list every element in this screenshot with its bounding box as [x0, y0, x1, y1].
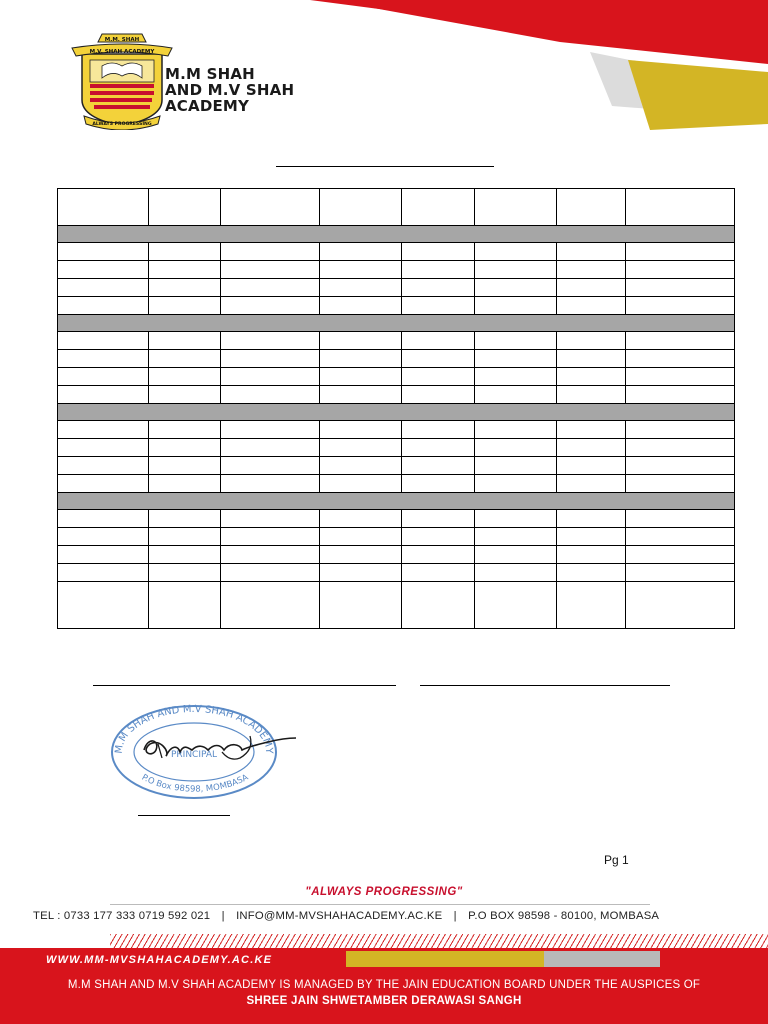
table-cell [557, 475, 626, 493]
motto-divider [110, 904, 650, 905]
table-cell [557, 510, 626, 528]
table-cell [475, 528, 557, 546]
table-row [58, 546, 735, 564]
contact-email: INFO@MM-MVSHAHACADEMY.AC.KE [236, 910, 443, 922]
table-cell [221, 189, 320, 226]
contact-line [33, 910, 659, 922]
table-cell [320, 261, 402, 279]
table-row [58, 279, 735, 297]
table-cell [149, 421, 221, 439]
table-section-cell [58, 493, 735, 510]
table-section-cell [58, 315, 735, 332]
table-cell [557, 528, 626, 546]
table-cell [149, 350, 221, 368]
footer-managed-by: M.M SHAH AND M.V SHAH ACADEMY IS MANAGED BY THE JAIN EDUCATION BOARD UNDER THE AUSPICES OF [67, 979, 701, 991]
table-cell [58, 386, 149, 404]
table-cell [475, 582, 557, 629]
table-cell [149, 243, 221, 261]
table-cell [149, 510, 221, 528]
schedule-table [57, 188, 735, 629]
table-cell [221, 279, 320, 297]
table-cell [320, 582, 402, 629]
table-cell [320, 243, 402, 261]
table-row [58, 421, 735, 439]
table-cell [58, 510, 149, 528]
table-cell [320, 510, 402, 528]
table-cell [149, 564, 221, 582]
table-cell [557, 582, 626, 629]
table-cell [149, 439, 221, 457]
table-cell [320, 528, 402, 546]
table-cell [58, 189, 149, 226]
table-cell [475, 457, 557, 475]
table-cell [320, 386, 402, 404]
table-cell [149, 528, 221, 546]
table-cell [475, 279, 557, 297]
table-cell [626, 279, 735, 297]
table-cell [221, 421, 320, 439]
table-cell [221, 368, 320, 386]
table-cell [626, 297, 735, 315]
table-cell [557, 439, 626, 457]
table-cell [58, 528, 149, 546]
table-cell [626, 582, 735, 629]
table-cell [475, 546, 557, 564]
table-cell [58, 421, 149, 439]
table-cell [557, 457, 626, 475]
table-cell [58, 243, 149, 261]
signature-line-right [420, 685, 670, 686]
table-cell [320, 457, 402, 475]
table-section-row [58, 226, 735, 243]
table-cell [320, 332, 402, 350]
table-cell [58, 279, 149, 297]
table-row [58, 457, 735, 475]
table-cell [475, 350, 557, 368]
table-cell [149, 279, 221, 297]
table-cell [475, 421, 557, 439]
table-cell [475, 332, 557, 350]
table-cell [402, 189, 475, 226]
table-cell [557, 332, 626, 350]
table-cell [402, 546, 475, 564]
table-cell [402, 439, 475, 457]
table-cell [149, 457, 221, 475]
contact-separator-2: | [453, 910, 457, 922]
table-cell [557, 546, 626, 564]
table-cell [149, 189, 221, 226]
table-cell [149, 546, 221, 564]
table-cell [402, 475, 475, 493]
table-cell [557, 421, 626, 439]
table-cell [402, 297, 475, 315]
table-cell [475, 475, 557, 493]
table-section-cell [58, 226, 735, 243]
table-cell [58, 546, 149, 564]
contact-separator-1: | [221, 910, 225, 922]
table-cell [58, 564, 149, 582]
official-stamp [100, 700, 310, 805]
table-cell [475, 439, 557, 457]
table-cell [58, 582, 149, 629]
table-cell [320, 546, 402, 564]
table-cell [402, 332, 475, 350]
table-cell [557, 279, 626, 297]
svg-text:P.O Box 98598, MOMBASA [140, 773, 250, 795]
table-cell [475, 386, 557, 404]
table-cell [221, 261, 320, 279]
table-cell [626, 564, 735, 582]
logo-top-text: M.M. SHAH [104, 37, 140, 43]
table-cell [475, 510, 557, 528]
table-cell [320, 279, 402, 297]
table-cell [221, 528, 320, 546]
table-cell [626, 350, 735, 368]
table-cell [221, 243, 320, 261]
table-cell [402, 421, 475, 439]
table-cell [149, 297, 221, 315]
table-cell [221, 546, 320, 564]
table-cell [402, 564, 475, 582]
logo-mid-text: M.V. SHAH ACADEMY [89, 49, 155, 55]
table-cell [320, 350, 402, 368]
school-name-line-3: ACADEMY [165, 97, 250, 115]
table-cell [149, 368, 221, 386]
table-cell [626, 528, 735, 546]
table-cell [626, 439, 735, 457]
table-cell [475, 368, 557, 386]
table-cell [626, 189, 735, 226]
stamp-ring-top-text: M.M SHAH AND M.V SHAH ACADEMY [113, 703, 275, 755]
footer-gold-strip [346, 951, 544, 967]
table-cell [221, 350, 320, 368]
table-cell [149, 261, 221, 279]
table-cell [475, 189, 557, 226]
table-row [58, 528, 735, 546]
footer-grey-strip [544, 951, 660, 967]
table-row [58, 510, 735, 528]
signature-line-left [93, 685, 396, 686]
table-cell [320, 189, 402, 226]
table-row [58, 243, 735, 261]
table-cell [58, 457, 149, 475]
stamp-center-text: PRINCIPAL [170, 750, 218, 760]
table-cell [557, 297, 626, 315]
school-name-line-1: M.M SHAH [165, 65, 255, 83]
table-cell [221, 386, 320, 404]
table-row [58, 582, 735, 629]
footer-motto: "ALWAYS PROGRESSING" [305, 886, 463, 898]
table-cell [626, 475, 735, 493]
table-row [58, 386, 735, 404]
stamp-ring-bottom-text: P.O Box 98598, MOMBASA [139, 772, 251, 795]
table-cell [626, 457, 735, 475]
table-row [58, 564, 735, 582]
table-cell [320, 564, 402, 582]
table-cell [557, 368, 626, 386]
table-cell [58, 332, 149, 350]
table-cell [475, 243, 557, 261]
table-cell [626, 386, 735, 404]
table-cell [402, 510, 475, 528]
table-cell [475, 261, 557, 279]
table-row [58, 350, 735, 368]
table-cell [626, 332, 735, 350]
table-row [58, 368, 735, 386]
table-cell [58, 368, 149, 386]
table-cell [221, 297, 320, 315]
table-cell [221, 582, 320, 629]
page-number: Pg 1 [604, 853, 629, 867]
table-cell [221, 510, 320, 528]
table-cell [475, 297, 557, 315]
school-name [165, 66, 294, 114]
table-cell [557, 261, 626, 279]
school-logo [68, 30, 176, 130]
footer-website-link[interactable]: WWW.MM-MVSHAHACADEMY.AC.KE [46, 954, 273, 966]
table-cell [402, 261, 475, 279]
table-cell [221, 457, 320, 475]
table-cell [221, 564, 320, 582]
table-row [58, 475, 735, 493]
table-cell [475, 564, 557, 582]
table-header-row [58, 189, 735, 226]
school-name-line-2: AND M.V SHAH [165, 81, 295, 99]
table-row [58, 297, 735, 315]
table-section-row [58, 493, 735, 510]
table-cell [402, 243, 475, 261]
table-cell [58, 350, 149, 368]
table-cell [557, 350, 626, 368]
footer-sangh: SHREE JAIN SHWETAMBER DERAWASI SANGH [246, 995, 522, 1007]
table-cell [221, 439, 320, 457]
table-section-row [58, 404, 735, 421]
table-cell [320, 421, 402, 439]
table-cell [626, 243, 735, 261]
table-cell [557, 243, 626, 261]
logo-bottom-text: ALWAYS PROGRESSING [92, 122, 152, 127]
table-cell [149, 386, 221, 404]
stamp-underline [138, 815, 230, 816]
table-cell [149, 582, 221, 629]
table-cell [221, 332, 320, 350]
table-cell [320, 368, 402, 386]
table-cell [58, 261, 149, 279]
table-cell [320, 297, 402, 315]
footer-hatch-decoration [110, 934, 768, 948]
table-cell [557, 564, 626, 582]
table-cell [626, 421, 735, 439]
table-cell [402, 528, 475, 546]
table-cell [626, 261, 735, 279]
table-row [58, 261, 735, 279]
table-cell [58, 439, 149, 457]
table-row [58, 439, 735, 457]
table-cell [221, 475, 320, 493]
table-cell [58, 297, 149, 315]
table-cell [402, 368, 475, 386]
table-cell [402, 279, 475, 297]
table-row [58, 332, 735, 350]
table-cell [320, 475, 402, 493]
table-cell [626, 368, 735, 386]
table-cell [402, 582, 475, 629]
table-cell [149, 332, 221, 350]
table-cell [402, 457, 475, 475]
contact-tel: TEL : 0733 177 333 0719 592 021 [33, 910, 211, 922]
table-cell [402, 386, 475, 404]
table-cell [58, 475, 149, 493]
table-cell [320, 439, 402, 457]
table-section-cell [58, 404, 735, 421]
table-cell [557, 189, 626, 226]
table-cell [626, 546, 735, 564]
title-underline [276, 166, 494, 167]
table-section-row [58, 315, 735, 332]
contact-address: P.O BOX 98598 - 80100, MOMBASA [468, 910, 660, 922]
table-cell [149, 475, 221, 493]
table-cell [626, 510, 735, 528]
table-cell [402, 350, 475, 368]
table-cell [557, 386, 626, 404]
